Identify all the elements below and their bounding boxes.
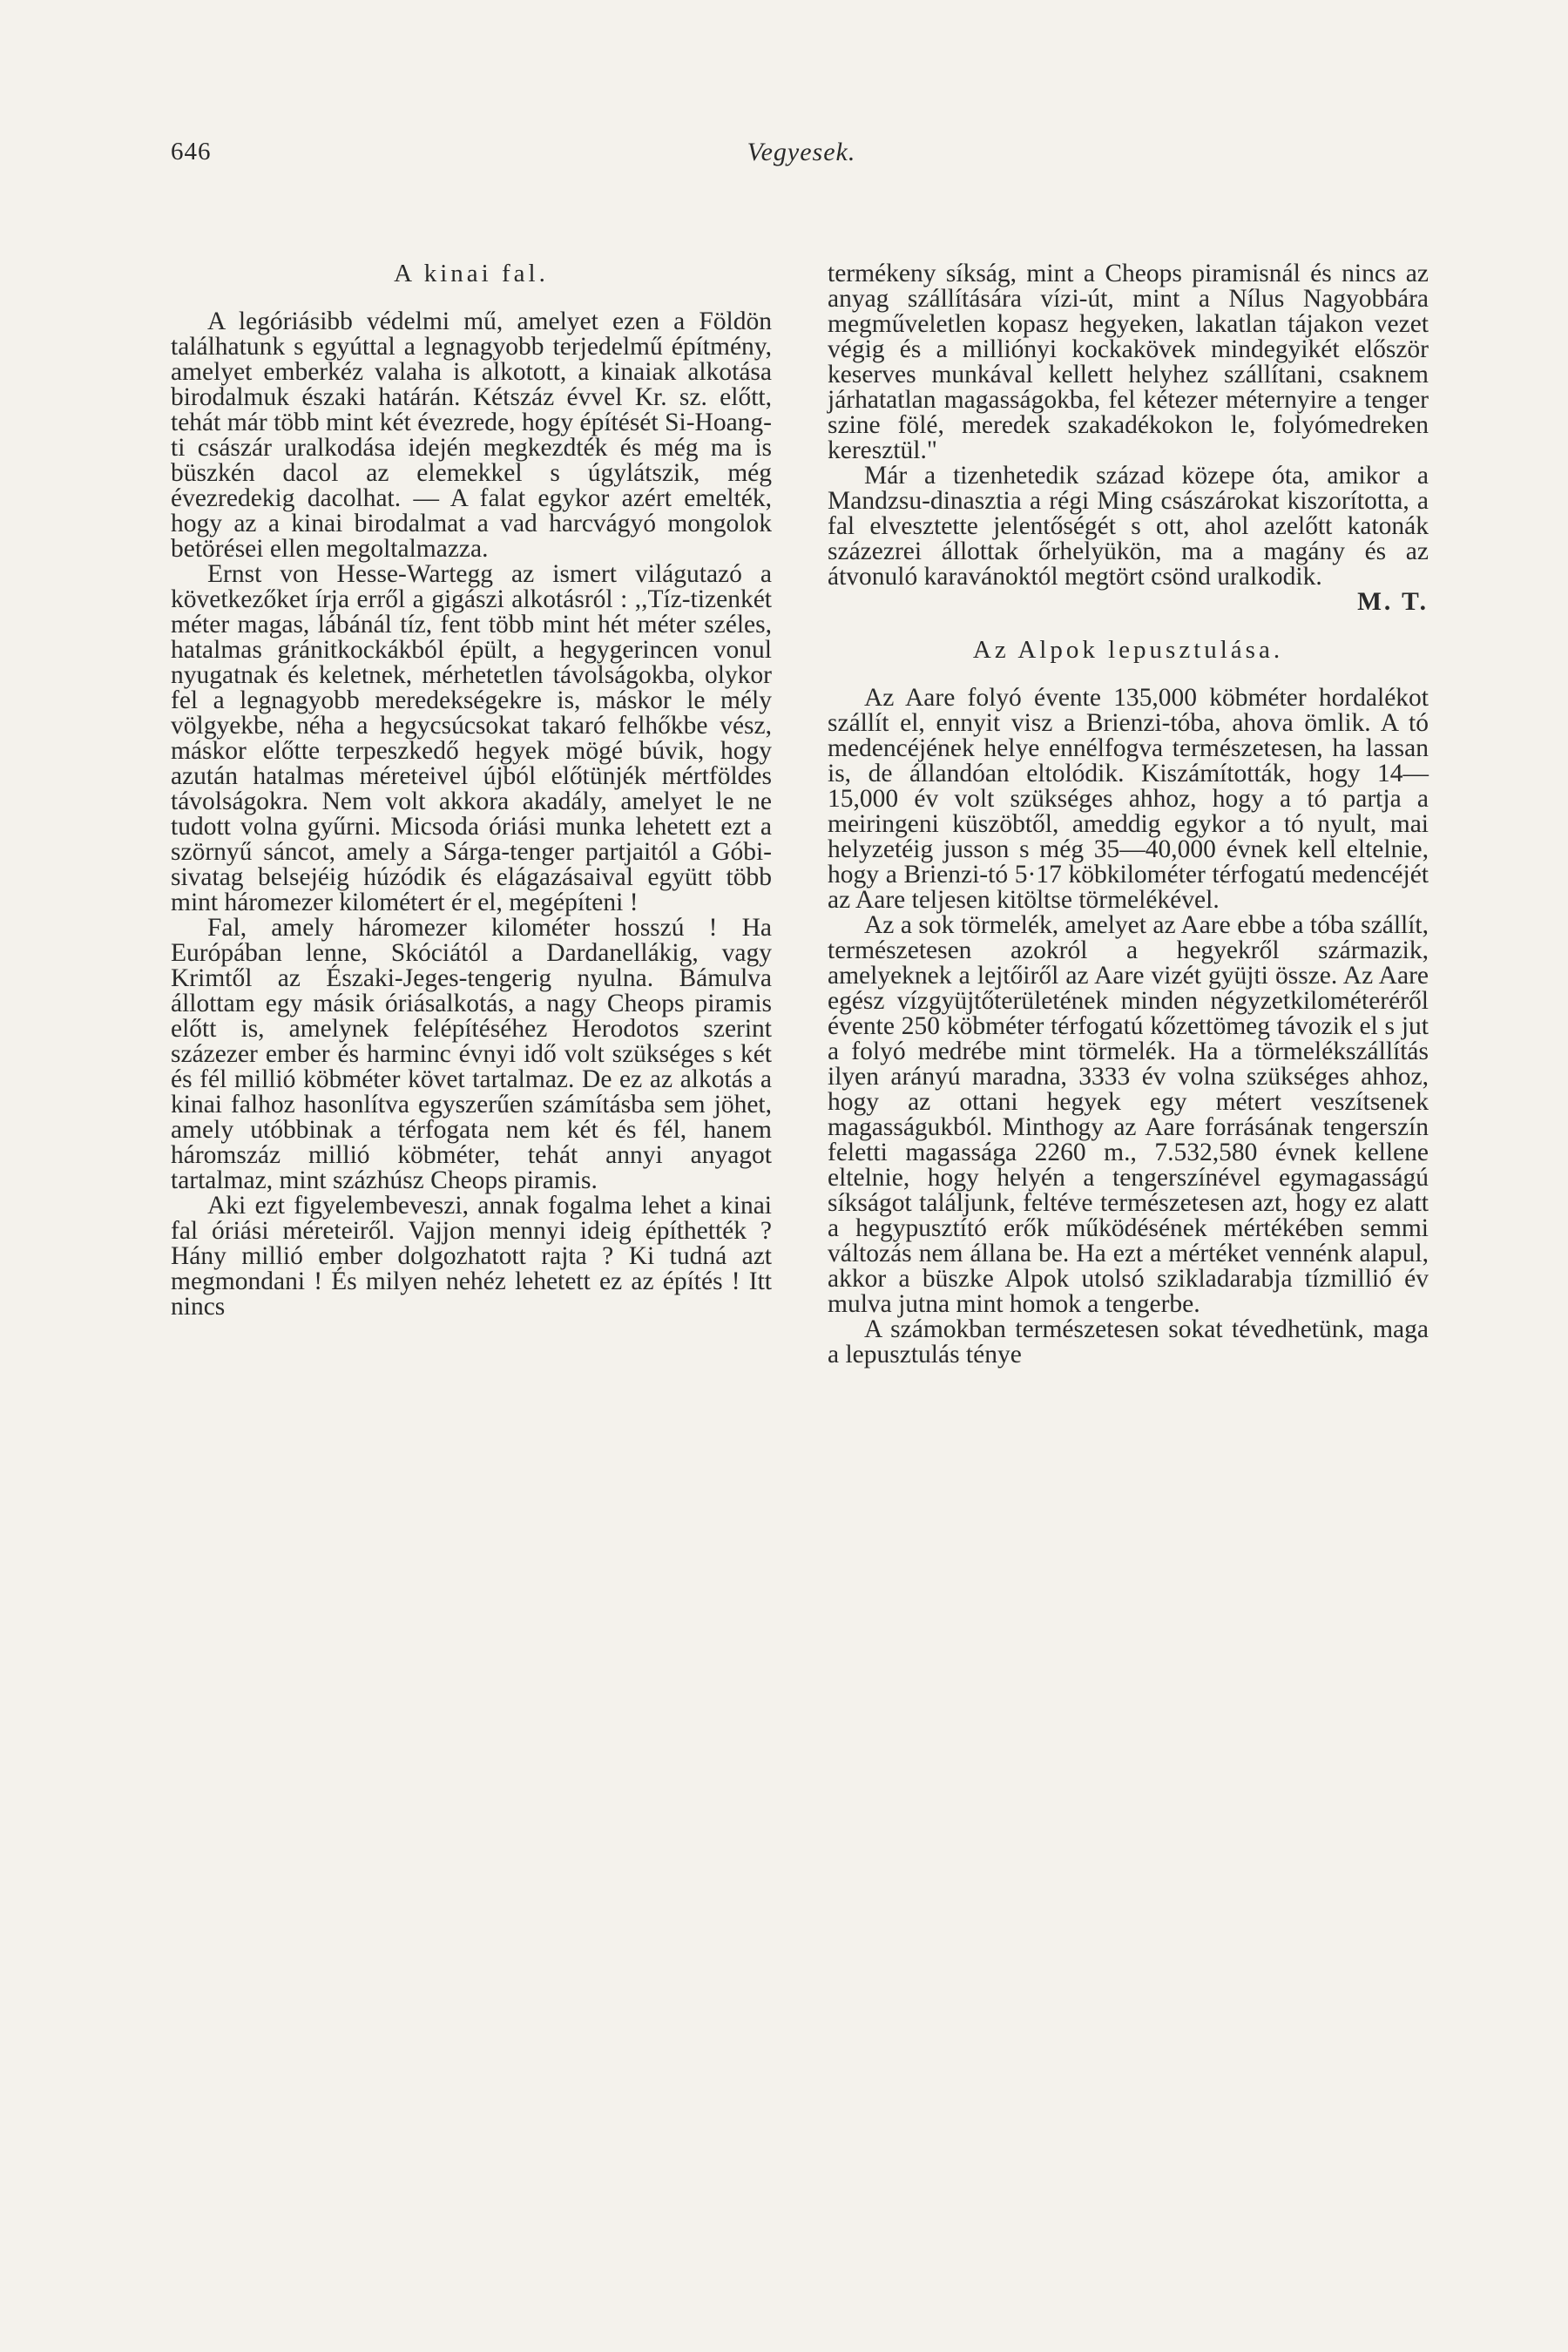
paragraph: Az Aare folyó évente 135,000 köbméter hordalékot szállít el, ennyit visz a Brienzi-tóba, ahova ömlik. A tó medencéjének helye ennélfogva természetesen, ha lassan is, de állandóan eltolódik. Kiszámították, hogy 14—15,000 év volt szükséges ahhoz, hogy a tó partja a meiringeni küszöbtől, ameddig egykor a tó nyult, mai helyzetéig jusson s még 35—40,000 évnek kell eltelnie, hogy a Brienzi-tó 5·17 köbkilométer térfogatú medencéjét az Aare teljesen kitöltse törmelékével. (828, 684, 1429, 914)
paragraph-continued: termékeny síkság, mint a Cheops piramisnál és nincs az anyag szállítására vízi-út, mint a Nílus Nagyobbára megműveletlen kopasz hegyeken, lakatlan tájakon vezet végig és a milliónyi kockakövek mindegyikét először keserves munkával kellett helyhez szállítani, csaknem járhatatlan magasságokba, fel kétezer méternyire a tenger szine fölé, meredek szakadékokon le, folyómedreken keresztül." (828, 260, 1429, 464)
article-title-alps: Az Alpok lepusztulása. (972, 636, 1284, 664)
paragraph: Ernst von Hesse-Wartegg az ismert világutazó a következőket írja erről a gigászi alkotásról : ,,Tíz-tizenkét méter magas, lábánál tíz, fent több mint hét méter széles, hatalmas gránitkockákból épült, a hegygerincen vonul nyugatnak és keletnek, mérhetetlen távolságokba, olykor fel a legnagyobb meredekségekre is, máskor le mély völgyekbe, néha a hegycsúcsokat takaró felhőkbe vész, máskor előtte terpeszkedő hegyek mögé búvik, hogy azután hatalmas méreteivel újból előtünjék mértföldes távolságokra. Nem volt akkora akadály, amelyet le ne tudott volna gyűrni. Micsoda óriási munka lehetett ezt a szörnyű sáncot, amely a Sárga-tenger partjaitól a Góbi-sivatag belsejéig húzódik és elágazásaival együtt több mint háromezer kilométert ér el, megépíteni ! (171, 560, 772, 916)
right-column (828, 261, 1429, 1368)
paragraph: Az a sok törmelék, amelyet az Aare ebbe a tóba szállít, természetesen azokról a hegyekről származik, amelyeknek a lejtőiről az Aare vizét gyüjti össze. Az Aare egész vízgyüjtőterületének minden négyzetkilométeréről évente 250 köbméter térfogatú kőzettömeg távozik el s jut a folyó medrébe mint törmelék. Ha a törmelékszállítás ilyen arányú maradna, 3333 év volna szükséges ahhoz, hogy az ottani hegyek egy métert veszítsenek magasságukból. Minthogy az Aare forrásának tengerszín feletti magassága 2260 m., 7.532,580 évnek kellene eltelnie, hogy helyén a tengerszínével egymagasságú síkságot találjunk, feltéve természetesen azt, hogy ez alatt a hegypusztító erők működésének mértékében semmi változás nem állana be. Ha ezt a mértéket vennénk alapul, akkor a büszke Alpok utolsó szikladarabja tízmillió év mulva jutna mint homok a tengerbe. (828, 911, 1429, 1318)
page-header (171, 138, 1432, 172)
paragraph: Már a tizenhetedik század közepe óta, amikor a Mandzsu-dinasztia a régi Ming császárokat kiszorította, a fal elvesztette jelentőségét s ott, ahol azelőtt katonák százezrei állottak őrhelyükön, ma a magány és az átvonuló karavánoktól megtört csönd uralkodik. (828, 462, 1429, 591)
page-number: 646 (171, 138, 212, 166)
author-signature: M. T. (1357, 588, 1429, 616)
left-column (171, 261, 772, 1320)
paragraph: Aki ezt figyelembeveszi, annak fogalma lehet a kinai fal óriási méreteiről. Vajjon mennyi ideig építhették ? Hány millió ember dolgozhatott rajta ? Ki tudná azt megmondani ! És milyen nehéz lehetett ez az építés ! Itt nincs (171, 1192, 772, 1321)
running-title: Vegyesek. (747, 138, 856, 166)
paragraph: A számokban természetesen sokat tévedhetünk, maga a lepusztulás ténye (828, 1315, 1429, 1369)
paragraph: A legóriásibb védelmi mű, amelyet ezen a Földön találhatunk s egyúttal a legnagyobb terjedelmű építmény, amelyet emberkéz valaha is alkotott, a kinaiak alkotása birodalmuk északi határán. Kétszáz évvel Kr. sz. előtt, tehát már több mint két évezrede, hogy építését Si-Hoang-ti császár uralkodása idején megkezdték és még ma is büszkén dacol az elemekkel s úgylátszik, még évezredekig dacolhat. — A falat egykor azért emelték, hogy az a kinai birodalmat a vad harcvágyó mongolok betörései ellen megoltalmazza. (171, 308, 772, 563)
article-title-chinese-wall: A kinai fal. (394, 260, 549, 287)
paragraph: Fal, amely háromezer kilométer hosszú ! Ha Európában lenne, Skóciától a Dardanellákig, vagy Krimtől az Északi-Jeges-tengerig nyulna. Bámulva állottam egy másik óriásalkotás, a nagy Cheops piramis előtt is, amelynek felépítéséhez Herodotos szerint százezer ember és harminc évnyi idő volt szükséges s két és fél millió köbméter követ tartalmaz. De ez az alkotás a kinai falhoz hasonlítva egyszerűen számításba sem jöhet, amely utóbbinak a térfogata nem két és fél, hanem háromszáz millió köbméter, tehát annyi anyagot tartalmaz, mint százhúsz Cheops piramis. (171, 914, 772, 1194)
